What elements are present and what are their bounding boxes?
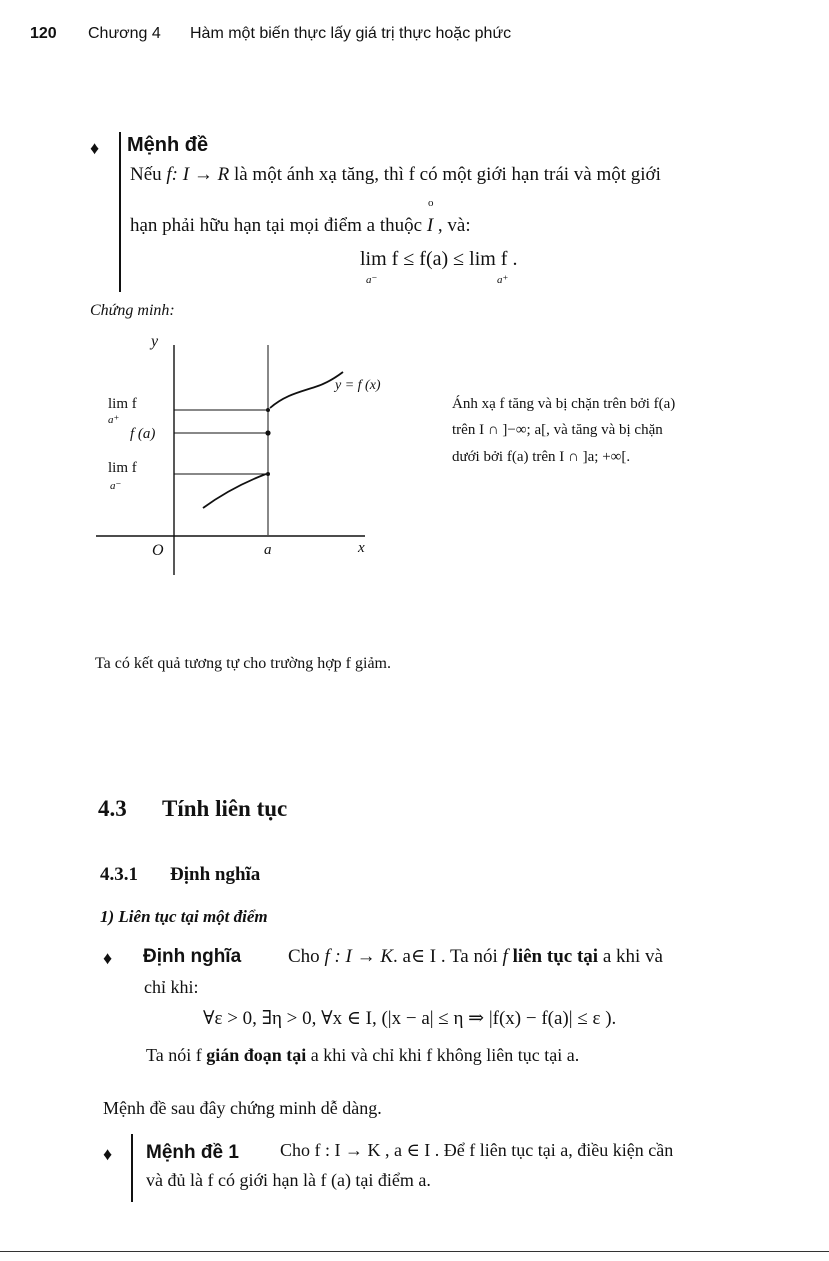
subsubsection-title: 1) Liên tục tại một điểm <box>100 907 268 926</box>
definition-line-1 <box>288 945 663 968</box>
continuity-formula: ∀ε > 0, ∃η > 0, ∀x ∈ I, (|x − a| ≤ η ⇒ |f(x) − f(a)| ≤ ε ). <box>203 1008 617 1029</box>
text-segment: a khi và chỉ khi f không liên tục tại a. <box>306 1045 580 1065</box>
page-number: 120 <box>30 25 57 42</box>
discontinuous-term: gián đoạn tại <box>206 1045 307 1065</box>
lim-minus-label: lim f <box>108 460 137 476</box>
interior-mark: o <box>428 197 434 209</box>
point-fa <box>265 430 270 435</box>
subsection-title: Định nghĩa <box>170 864 261 885</box>
text-segment: a khi và <box>602 946 663 967</box>
proposition-title: Mệnh đề <box>127 134 209 156</box>
fa-label: f (a) <box>130 426 156 442</box>
curve-right-branch <box>270 372 343 408</box>
text-segment: là một ánh xạ tăng, thì f có một giới hạn trái và một giới <box>229 164 661 185</box>
section-title: Tính liên tục <box>162 796 288 821</box>
text-segment: hạn phải hữu hạn tại mọi điểm a thuộc <box>130 215 427 236</box>
text-segment: . a∈ I . Ta nói <box>393 946 503 967</box>
text-segment: Ta nói f <box>146 1045 207 1065</box>
subscript-a-minus: a⁻ <box>366 274 378 286</box>
proof-label: Chứng minh: <box>90 302 175 319</box>
curve-left-branch <box>203 474 266 508</box>
y-axis-label: y <box>151 333 159 350</box>
lead-in-text: Mệnh đề sau đây chứng minh dễ dàng. <box>103 1098 382 1118</box>
bullet-icon: ♦ <box>103 948 113 968</box>
a-tick-label: a <box>264 542 272 558</box>
point-lim-minus <box>266 472 270 476</box>
origin-label: O <box>152 542 164 559</box>
proposition-1-title: Mệnh đề 1 <box>146 1142 239 1163</box>
side-text-line-2: trên I ∩ ]−∞; a[, và tăng và bị chặn <box>452 422 663 438</box>
running-title: Hàm một biến thực lấy giá trị thực hoặc phức <box>190 25 512 42</box>
map-notation: f: I → R <box>166 164 230 185</box>
lim-minus-sub: a⁻ <box>110 480 122 492</box>
proposition-bar <box>131 1134 133 1202</box>
chapter-label: Chương 4 <box>88 25 161 42</box>
function-symbol: f <box>502 946 508 967</box>
subscript-a-plus: a⁺ <box>497 274 509 286</box>
subsection-number: 4.3.1 <box>100 864 138 885</box>
definition-line-4 <box>146 1045 579 1066</box>
lim-plus-label: lim f <box>108 396 137 412</box>
continuous-term: liên tục tại <box>507 946 603 967</box>
limit-formula: lim f ≤ f(a) ≤ lim f . <box>360 248 518 270</box>
interior-symbol: I <box>426 215 434 236</box>
lim-plus-sub: a⁺ <box>108 414 120 426</box>
curve-label: y = f (x) <box>335 378 381 393</box>
bullet-icon: ♦ <box>103 1144 113 1164</box>
section-number: 4.3 <box>98 796 127 821</box>
bullet-icon: ♦ <box>90 138 100 158</box>
side-text-line-1: Ánh xạ f tăng và bị chặn trên bởi f(a) <box>452 396 676 412</box>
proposition-1-line-2: và đủ là f có giới hạn là f (a) tại điểm a. <box>146 1170 431 1190</box>
text-segment: Nếu <box>130 164 167 185</box>
side-text-line-3: dưới bởi f(a) trên I ∩ ]a; +∞[. <box>452 449 631 465</box>
definition-title: Định nghĩa <box>143 946 242 967</box>
remark-text: Ta có kết quả tương tự cho trường hợp f giảm. <box>95 655 391 672</box>
bottom-rule <box>0 1251 829 1252</box>
proposition-1-line-1: Cho f : I → K , a ∈ I . Để f liên tục tại a, điều kiện cần <box>280 1140 674 1160</box>
definition-line-2: chỉ khi: <box>144 977 199 997</box>
text-segment: , và: <box>433 215 471 236</box>
text-segment: Cho <box>288 946 325 967</box>
point-lim-plus <box>266 408 270 412</box>
map-notation: f : I → K <box>324 946 394 967</box>
x-axis-label: x <box>358 540 365 556</box>
